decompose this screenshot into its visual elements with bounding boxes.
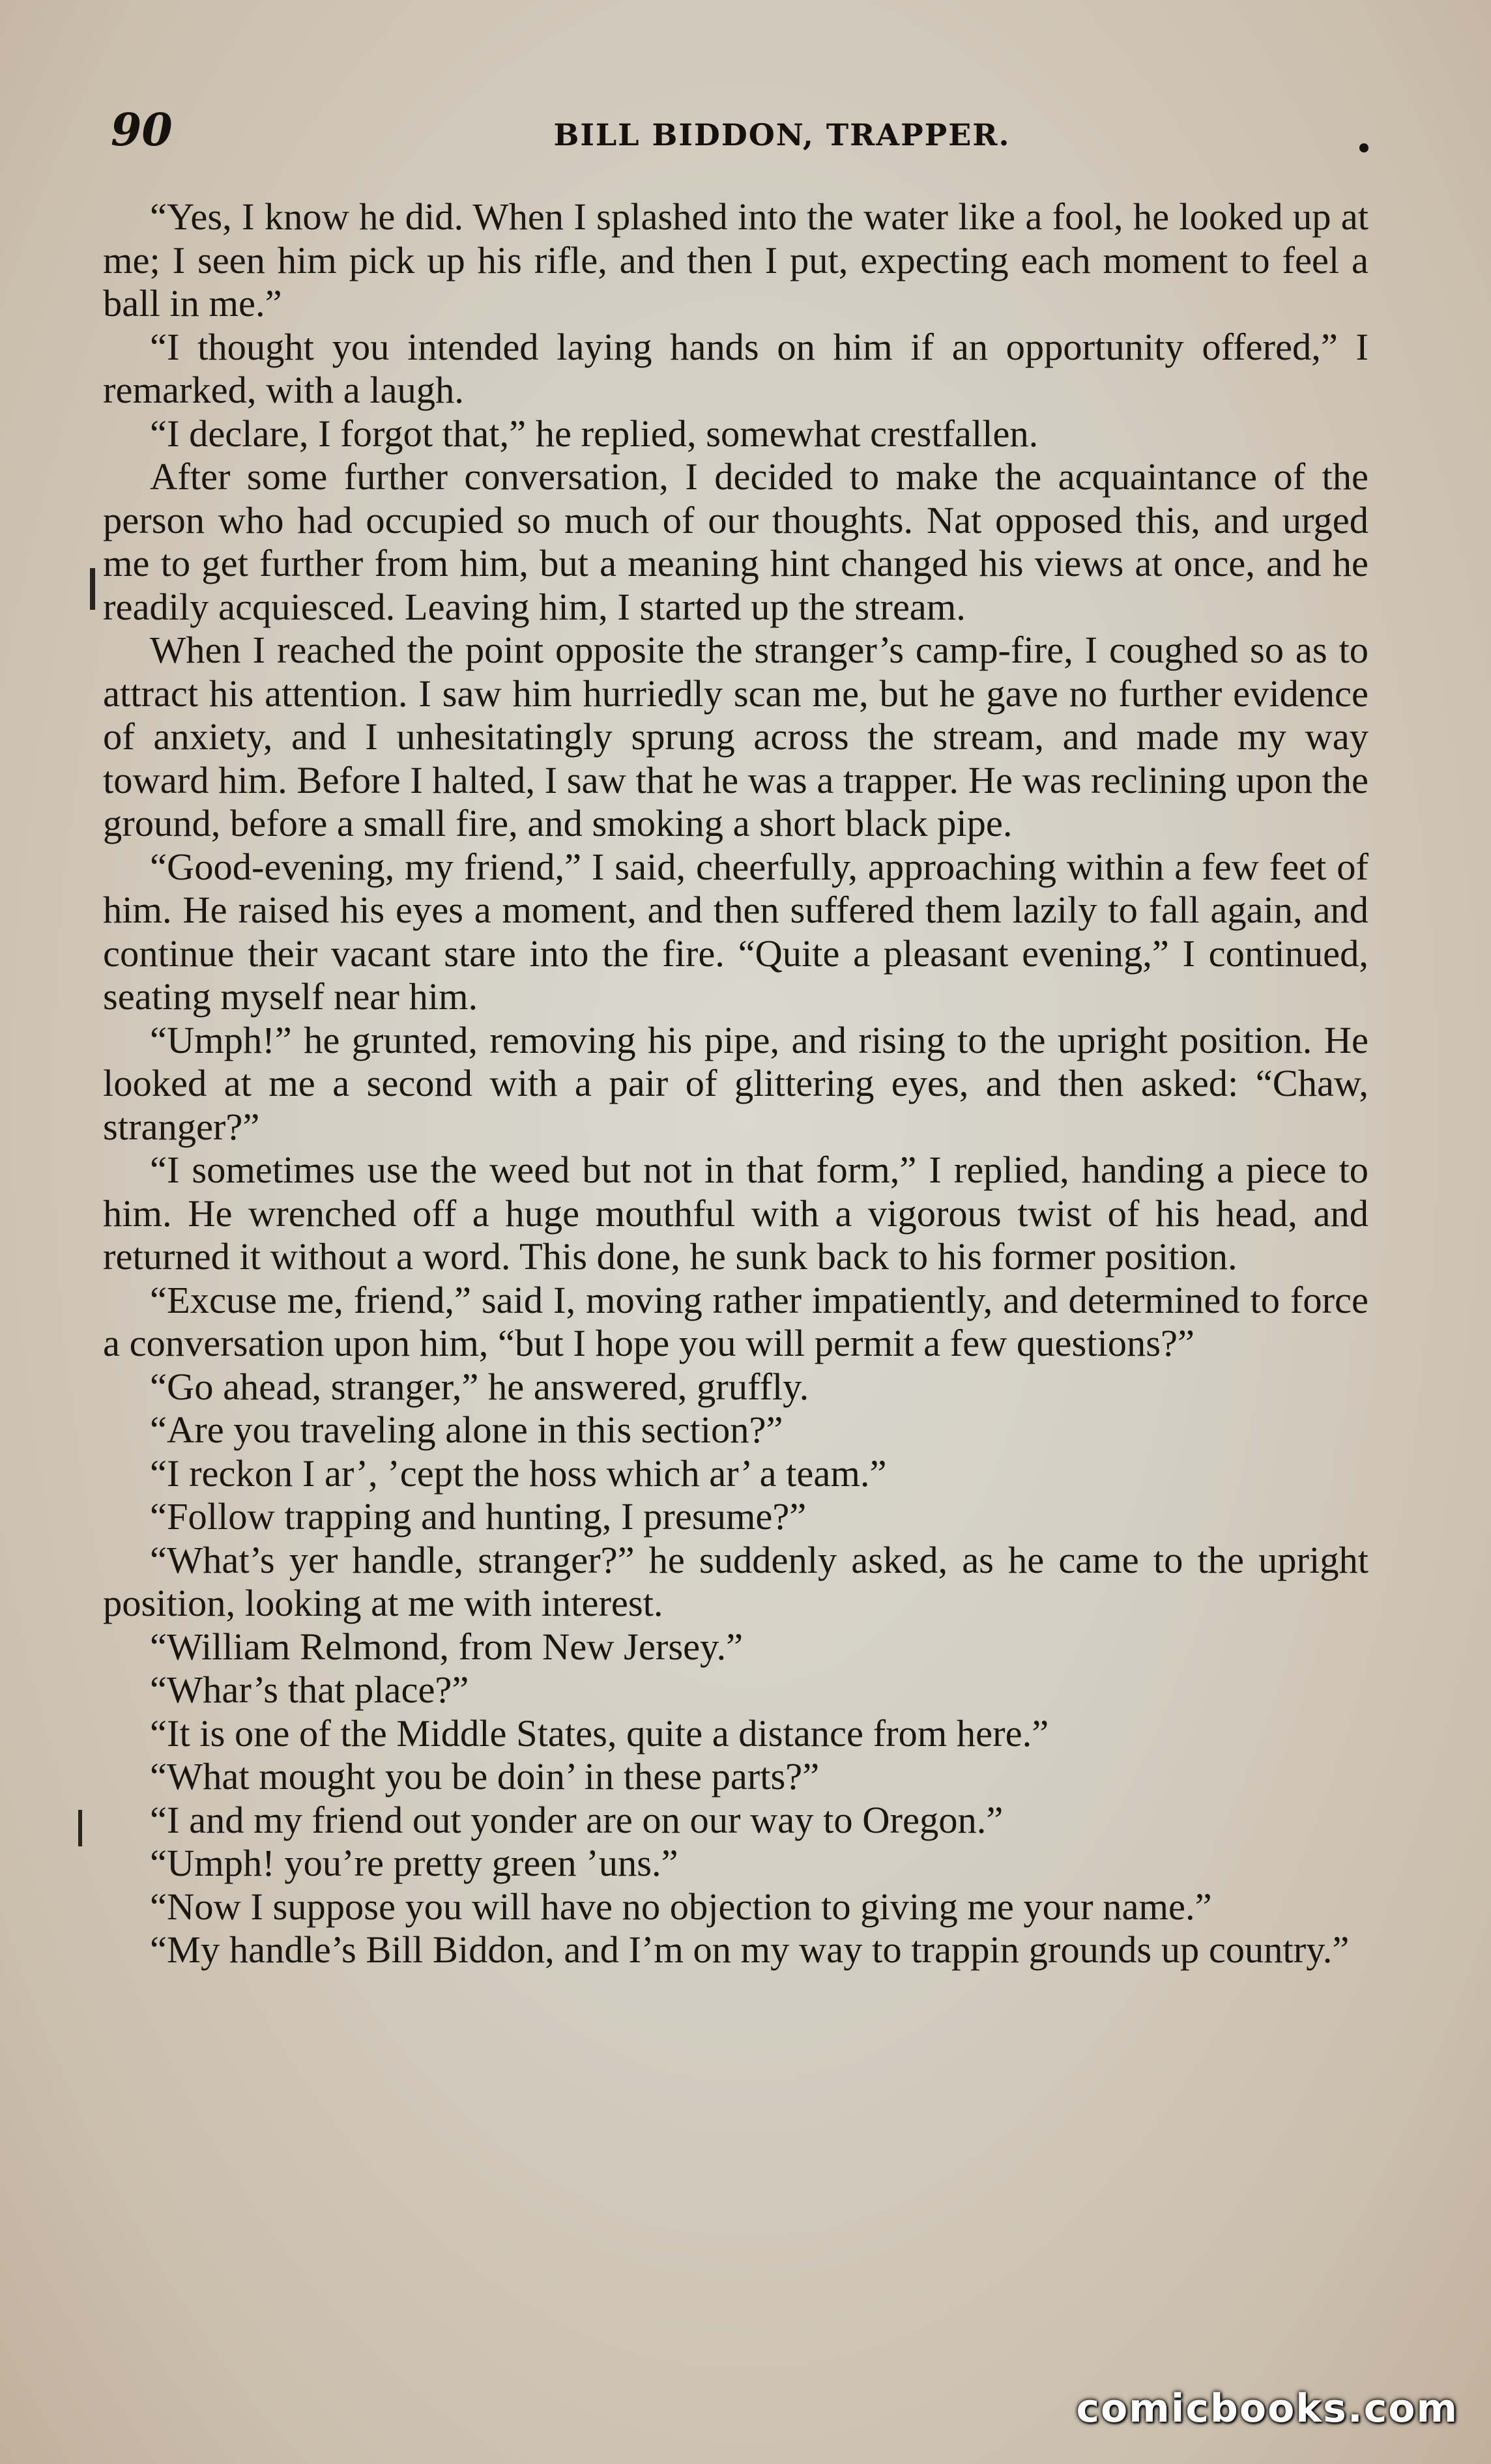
paragraph: “William Relmond, from New Jersey.” <box>150 1625 744 1668</box>
watermark: comicbooks.com <box>1076 2386 1458 2431</box>
paragraph: When I reached the point opposite the stranger’s camp-fire, I coughed so as to attract his attention. I saw him hurriedly scan me, but he gave no further evidence of anxiety, and I unhesitatingly sprung across the stream, and made my way toward him. Before I halted, I saw that he was a trapper. He was reclining upon the ground, before a small fire, and smoking a short black pipe. <box>103 629 1368 844</box>
paragraph: “I reckon I ar’, ’cept the hoss which ar’ a team.” <box>150 1452 887 1495</box>
paragraph: “It is one of the Middle States, quite a distance from here.” <box>150 1712 1049 1755</box>
margin-mark <box>78 1810 82 1846</box>
paragraph: “I thought you intended laying hands on him if an opportunity offered,” I remarked, with a laugh. <box>103 325 1368 411</box>
page-header <box>104 104 1382 169</box>
paragraph: “Umph!” he grunted, removing his pipe, and rising to the upright position. He looked at me a second with a pair of glittering eyes, and then asked: “Chaw, stranger?” <box>103 1018 1368 1148</box>
paragraph: “What’s yer handle, stranger?” he suddenly asked, as he came to the upright position, looking at me with interest. <box>103 1538 1368 1624</box>
paragraph: “I declare, I forgot that,” he replied, somewhat crestfallen. <box>150 412 1039 455</box>
paragraph: “Excuse me, friend,” said I, moving rather impatiently, and determined to force a conversation upon him, “but I hope you will permit a few questions?” <box>103 1278 1368 1364</box>
page-number: 90 <box>111 104 173 156</box>
paragraph: “Follow trapping and hunting, I presume?” <box>150 1495 807 1538</box>
paragraph: “Whar’s that place?” <box>150 1669 469 1711</box>
ink-dot <box>1359 143 1368 152</box>
paragraph: “Yes, I know he did. When I splashed into the water like a fool, he looked up at me; I seen him pick up his rifle, and then I put, expecting each moment to feel a ball in me.” <box>103 195 1368 324</box>
paragraph: “Now I suppose you will have no objection to giving me your name.” <box>150 1885 1212 1928</box>
paragraph: “What mought you be doin’ in these parts?” <box>150 1755 820 1798</box>
paragraph: “My handle’s Bill Biddon, and I’m on my way to trappin grounds up country.” <box>150 1928 1350 1971</box>
running-head: BILL BIDDON, TRAPPER. <box>553 117 1011 152</box>
paragraph: “Are you traveling alone in this section?” <box>150 1409 783 1451</box>
paragraph: After some further conversation, I decided to make the acquaintance of the person who had occupied so much of our thoughts. Nat opposed this, and urged me to get further from him, but a meaning hint changed his views at once, and he readily acquiesced. Leaving him, I started up the stream. <box>103 455 1368 628</box>
body-text <box>103 195 1368 1972</box>
paragraph: “I and my friend out yonder are on our way to Oregon.” <box>150 1798 1004 1841</box>
paragraph: “I sometimes use the weed but not in that form,” I replied, handing a piece to him. He wrenched off a huge mouthful with a vigorous twist of his head, and returned it without a word. This done, he sunk back to his former position. <box>103 1149 1368 1278</box>
paragraph: “Umph! you’re pretty green ’uns.” <box>150 1842 678 1884</box>
margin-mark <box>90 568 95 610</box>
paragraph: “Go ahead, stranger,” he answered, gruffly. <box>150 1365 809 1408</box>
paragraph: “Good-evening, my friend,” I said, cheerfully, approaching within a few feet of him. He raised his eyes a moment, and then suffered them lazily to fall again, and continue their vacant stare into the fire. “Quite a pleasant evening,” I continued, seating myself near him. <box>103 845 1368 1018</box>
